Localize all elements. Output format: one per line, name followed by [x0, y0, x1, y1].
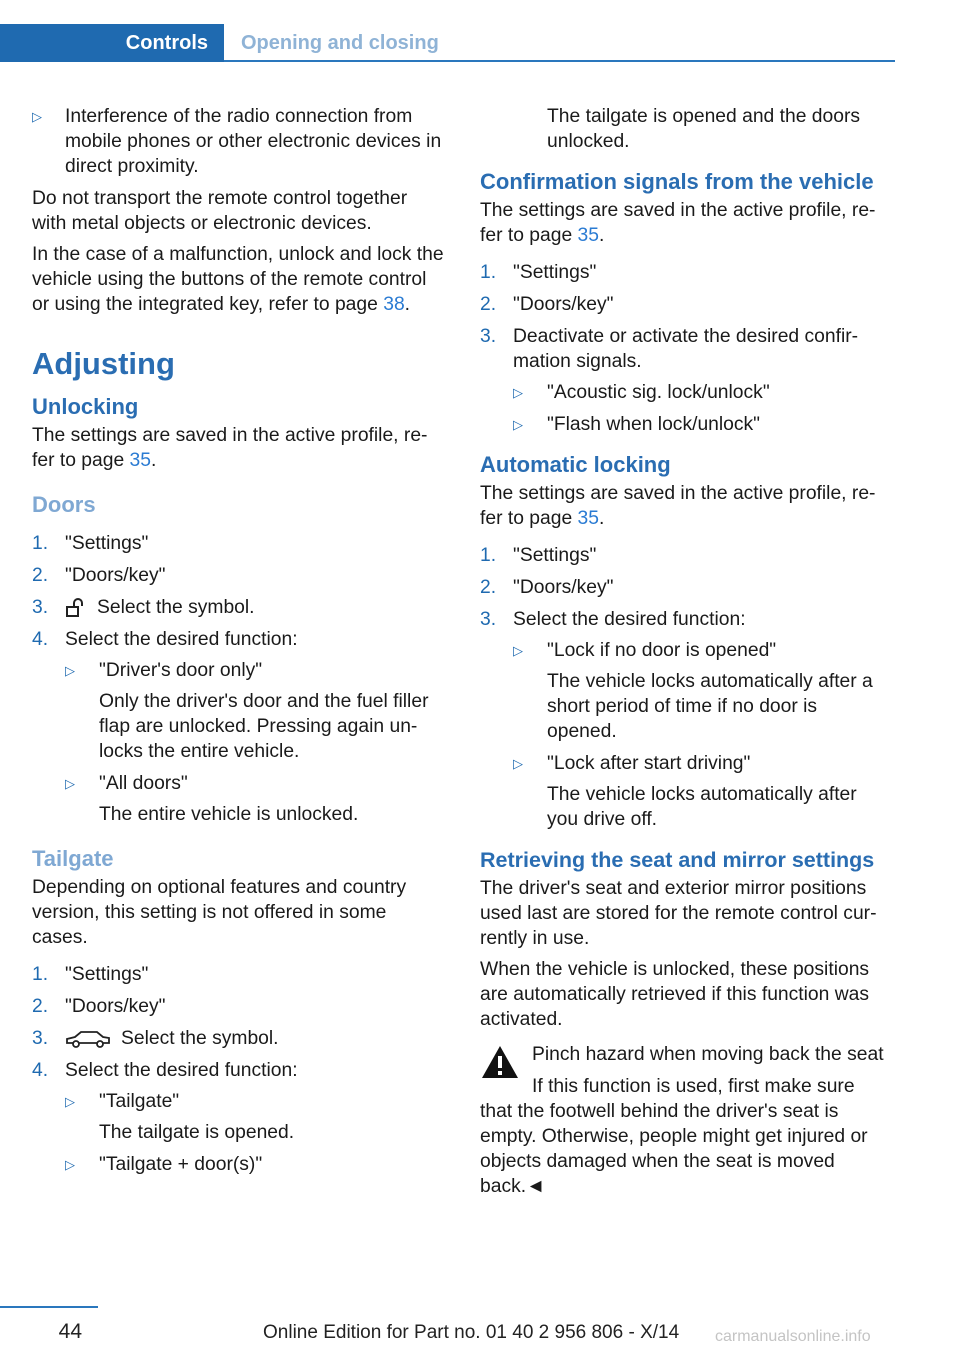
triangle-bullet-icon: ▷	[65, 1157, 75, 1172]
triangle-bullet-icon: ▷	[513, 756, 523, 771]
page-footer	[0, 1306, 960, 1362]
heading-tailgate: Tailgate	[32, 846, 114, 871]
triangle-bullet-icon: ▷	[65, 1094, 75, 1109]
triangle-bullet-icon: ▷	[513, 385, 523, 400]
page-link[interactable]: 38	[383, 294, 405, 315]
tailgate-steps	[32, 962, 444, 1177]
paragraph: Depending on optional features and country version, this setting is not offered in some cases.	[32, 877, 407, 948]
page-link[interactable]: 35	[577, 225, 599, 246]
heading-confirmation-signals: Confirmation signals from the vehicle	[480, 169, 874, 194]
sub-item: ▷ "Driver's door only" Only the driver's door and the fuel filler flap are unlocked. Pressing again un‐locks the entire vehicle.	[65, 660, 429, 762]
page-link[interactable]: 35	[129, 450, 151, 471]
triangle-bullet-icon: ▷	[65, 776, 75, 791]
sub-item: ▷ "Flash when lock/unlock"	[513, 414, 761, 435]
list-item: 3. Select the desired function: ▷ "Lock if no door is opened" The vehicle locks automatically after a short period of time if no door is opened. ▷ "Lock after start driving" The vehicle locks automatically after you drive off.	[480, 607, 892, 832]
heading-adjusting: Adjusting	[32, 346, 175, 381]
page-header	[0, 24, 895, 62]
edition-text: Online Edition for Part no. 01 40 2 956 806 - X/14	[263, 1322, 680, 1343]
unlocked-lock-icon	[65, 598, 87, 618]
chapter-tab: Opening and closing	[241, 32, 439, 54]
right-column	[480, 104, 892, 1199]
heading-seat-mirror: Retrieving the seat and mirror settings	[480, 848, 875, 872]
list-item: 2. "Doors/key"	[32, 996, 166, 1017]
list-item: 3. Select the symbol.	[32, 1028, 279, 1049]
confirm-steps	[480, 260, 892, 437]
header-rule	[224, 60, 895, 62]
section-tab: Controls	[0, 24, 224, 62]
list-item: ▷ Interference of the radio connection from mobile phones or other electronic devices in direct proximity.	[32, 106, 442, 177]
triangle-bullet-icon: ▷	[32, 109, 42, 124]
heading-doors: Doors	[32, 492, 96, 517]
footer-rule	[0, 1306, 98, 1308]
paragraph: The driver's seat and exterior mirror positions used last are stored for the remote control cur‐rently in use.	[480, 878, 877, 949]
list-item: 2. "Doors/key"	[480, 577, 614, 598]
watermark: carmanualsonline.info	[715, 1328, 871, 1345]
sub-item: ▷ "Tailgate" The tailgate is opened.	[65, 1091, 295, 1143]
list-item: 1. "Settings"	[32, 964, 149, 985]
warning-text: If this function is used, first make sure that the footwell behind the driver's seat is empty. Otherwise, people might get injured or objects damaged when the seat is moved back.◄	[480, 1076, 868, 1197]
list-item: 3. Deactivate or activate the desired confir‐mation signals. ▷ "Acoustic sig. lock/unlock" ▷ "Flash when lock/unlock"	[480, 324, 892, 437]
continued-description: The tailgate is opened and the doors unlocked.	[547, 106, 861, 152]
paragraph: The settings are saved in the active profile, re‐fer to page 35.	[480, 483, 876, 529]
list-item: 2. "Doors/key"	[32, 565, 166, 586]
doors-steps	[32, 531, 444, 827]
list-item: 1. "Settings"	[480, 545, 597, 566]
autolock-steps	[480, 543, 892, 832]
sub-item: ▷ "Acoustic sig. lock/unlock"	[513, 382, 770, 403]
list-item: 2. "Doors/key"	[480, 294, 614, 315]
warning-triangle-icon	[480, 1044, 520, 1080]
paragraph: The settings are saved in the active profile, re‐fer to page 35.	[32, 425, 428, 471]
sub-item: ▷ "Tailgate + door(s)"	[65, 1154, 263, 1175]
list-item: 1. "Settings"	[32, 533, 149, 554]
list-item: 4. Select the desired function: ▷ "Tailgate" The tailgate is opened. ▷ "Tailgate + door(s)"	[32, 1058, 444, 1177]
triangle-bullet-icon: ▷	[513, 643, 523, 658]
triangle-bullet-icon: ▷	[513, 417, 523, 432]
heading-unlocking: Unlocking	[32, 394, 139, 419]
list-item: 4. Select the desired function: ▷ "Driver's door only" Only the driver's door and the fuel filler flap are unlocked. Pressing again un‐locks the entire vehicle. ▷ "All doors" The entire vehicle is unlocked.	[32, 627, 444, 827]
triangle-bullet-icon: ▷	[65, 663, 75, 678]
paragraph: In the case of a malfunction, unlock and lock the vehicle using the buttons of the remote control or using the integrated key, refer to page 38.	[32, 244, 444, 315]
car-tailgate-icon	[65, 1029, 111, 1049]
warning-title: Pinch hazard when moving back the seat	[532, 1044, 884, 1065]
warning-box	[480, 1042, 892, 1199]
paragraph: Do not transport the remote control together with metal objects or electronic devices.	[32, 188, 408, 234]
sub-item: ▷ "Lock after start driving" The vehicle locks automatically after you drive off.	[513, 753, 857, 830]
page-number: 44	[58, 1320, 82, 1343]
heading-automatic-locking: Automatic locking	[480, 452, 671, 477]
list-item: 3. Select the symbol.	[32, 597, 255, 618]
paragraph: When the vehicle is unlocked, these positions are automatically retrieved if this function was activated.	[480, 959, 870, 1030]
left-column	[32, 104, 444, 1189]
paragraph: The settings are saved in the active profile, re‐fer to page 35.	[480, 200, 876, 246]
sub-item: ▷ "All doors" The entire vehicle is unlocked.	[65, 773, 359, 825]
sub-item: ▷ "Lock if no door is opened" The vehicle locks automatically after a short period of time if no door is opened.	[513, 640, 873, 742]
page-link[interactable]: 35	[577, 508, 599, 529]
list-item: 1. "Settings"	[480, 262, 597, 283]
